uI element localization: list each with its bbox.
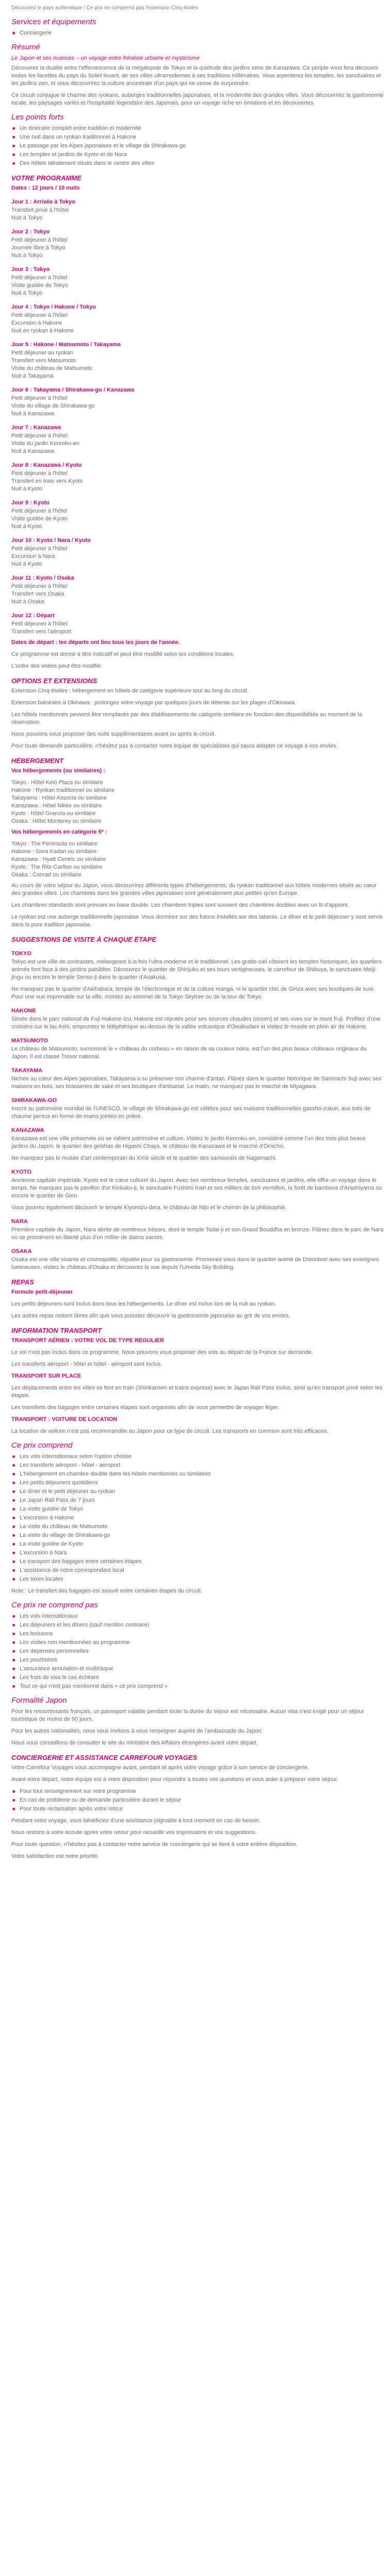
transport-paragraph: Le vol n'est pas inclus dans ce programme. Nous pouvons vous proposer des vols au départ de la France sur demande. (11, 1349, 313, 1355)
day-line: Petit déjeuner au ryokan (11, 350, 73, 356)
day-line: Journée libre à Tokyo (11, 245, 66, 251)
day-line: Nuit en ryokan à Hakone (11, 328, 74, 334)
intro-note: Découvrez le pays authentique ! Ce prix ne comprend pas l'extension Cinq étoiles (11, 5, 199, 11)
day-line: Petit déjeuner à l'hôtel (11, 237, 68, 243)
hotel-line: Kyoto : Hôtel Granvia ou similaire (11, 810, 96, 817)
day-block (11, 574, 384, 606)
day-title: Jour 6 : Takayama / Shirakawa-go / Kanazawa (11, 387, 135, 393)
prix-item: ■ Les vols internationaux selon l'option choisie (11, 1453, 384, 1461)
visit-paragraph: Tokyo est une ville de contrastes, mélangeant à la fois l'ultra-moderne et le traditionnel. Les gratte-ciel côtoient les temples historiques, les quartiers animés font face à des jardins paisibles. Découvrez le quartier de Shinjuku et ses tours vertigineuses, le carrefour de Shibuya, le sanctuaire Meiji-jingu ou encore le temple Senso-ji dans le quartier d'Asakusa. (11, 959, 382, 980)
visit-paragraph: Nichée au cœur des Alpes japonaises, Takayama a su préserver son charme d'antan. Flânez dans le quartier historique de Sanmachi Suji avec ses maisons en bois, ses brasseries de saké et ses boutiques d'artisanat. Le matin, ne manquez pas le marché de Miyagawa. (11, 1076, 382, 1090)
visit-title: NARA (11, 1218, 28, 1225)
prix-item: ■ La visite du village de Shirakawa-go (11, 1532, 384, 1539)
visit-paragraph: Ancienne capitale impériale, Kyoto est le cœur culturel du Japon. Avec ses nombreux temples, sanctuaires et jardins, elle offre un voyage dans le temps. Ne manquez pas le pavillon d'or Kinkaku-ji, le sanctuaire Fushimi Inari et ses milliers de torii vermillon, la forêt de bambous d'Arashiyama ou encore le quartier de Gion. (11, 1177, 382, 1199)
visit-paragraph: Ne manquez pas le quartier d'Akihabara, temple de l'électronique et de la culture manga, ni le quartier chic de Ginza avec ses boutiques de luxe. Pour une vue imprenable sur la ville, montez au sommet de la Tokyo Skytree ou de la tour de Tokyo. (11, 986, 375, 1000)
visit-section (11, 950, 384, 1001)
points-forts-item: ■ Un itinéraire complet entre tradition et modernité (11, 125, 384, 132)
visit-section (11, 1037, 384, 1061)
day-title: Jour 12 : Départ (11, 613, 55, 619)
resume-paragraph: Découvrez la dualité entre l'effervescence de la mégalopole de Tokyo et la quiétude des jardins zens de Kanazawa. Ce périple vous fera découvrir toutes les facettes du pays du Soleil levant, de ses villes ultramodernes à ses traditions millénaires. Vous arpenterez les temples, les sanctuaires et les jardins zen, et vous découvrirez la culture ancestrale d'un pays qui ne cesse de surprendre. (11, 65, 381, 87)
day-line: Petit déjeuner à l'hôtel (11, 508, 68, 514)
options-paragraph: Les hôtels mentionnés peuvent être remplacés par des établissements de catégorie similaire en fonction des disponibilités au moment de la réservation. (11, 711, 362, 725)
day-line: Transfert privé à l'hôtel (11, 207, 69, 213)
day-line: Nuit à Takayama (11, 373, 54, 379)
visit-paragraph: Située dans le parc national de Fuji-Hakone-Izu, Hakone est réputée pour ses sources chaudes (onsen) et ses vues sur le mont Fuji. Profitez d'une croisière sur le lac Ashi, empruntez le téléphérique au-dessus de la vallée volcanique d'Owakudani et visitez le musée en plein air de Hakone. (11, 1016, 381, 1030)
options-paragraph: Nous pouvons vous proposer des nuits supplémentaires avant ou après le circuit. (11, 731, 216, 737)
day-line: Excursion à Hakone (11, 320, 62, 326)
hotel-line: Takayama : Hôtel Associa ou similaire (11, 795, 107, 801)
day-line: Nuit à Tokyo (11, 252, 43, 259)
day-line: Nuit à Tokyo (11, 290, 43, 296)
prix-note: Note : Le transfert des bagages est assuré entre certaines étapes du circuit. (11, 1588, 202, 1594)
day-line: Visite du jardin Kenroku-en (11, 440, 79, 447)
visit-title: OSAKA (11, 1248, 32, 1255)
options-paragraph: Extension balnéaire à Okinawa : prolongez votre voyage par quelques jours de détente sur les plages d'Okinawa. (11, 700, 296, 706)
day-line: Nuit à Kanazawa (11, 411, 55, 417)
day-title: Jour 11 : Kyoto / Osaka (11, 575, 74, 581)
prix-item: ■ L'hébergement en chambre double dans les hôtels mentionnés ou similaires (11, 1470, 384, 1478)
day-block (11, 462, 384, 493)
day-line: Nuit à Kyoto (11, 523, 42, 530)
transport-rental-title: TRANSPORT : VOITURE DE LOCATION (11, 1416, 118, 1422)
day-line: Visite guidée de Tokyo (11, 282, 68, 289)
points-forts-heading: Les points forts (11, 113, 64, 122)
services-heading: Services et équipements (11, 18, 96, 26)
prix-item: ■ La visite guidée de Kyoto (11, 1540, 384, 1548)
options-paragraph: Extension Cinq étoiles : hébergement en hôtels de catégorie supérieure tout au long du circuit. (11, 688, 249, 694)
day-line: Transfert vers Osaka (11, 591, 64, 597)
visit-paragraph: Ne manquez pas le musée d'art contemporain du XXIe siècle et le quartier des samouraïs de Nagamachi. (11, 1155, 277, 1161)
day-line: Petit déjeuner à l'hôtel (11, 395, 68, 401)
hebergement-heading: HÉBERGEMENT (11, 757, 64, 765)
hebergement-premium-list (11, 840, 384, 879)
conciergerie-paragraph: Nous restons à votre écoute après votre retour pour recueillir vos impressions et vos suggestions. (11, 1829, 257, 1836)
visit-title: KYOTO (11, 1169, 31, 1175)
hotel-line: Osaka : Conrad ou similaire (11, 872, 82, 878)
conciergerie-paragraph: Votre satisfaction est notre priorité. (11, 1853, 99, 1859)
transport-local-paragraph: Les transferts des bagages entre certaines étapes sont organisés afin de vous permettre de voyager léger. (11, 1404, 280, 1411)
visit-section (11, 1218, 384, 1242)
prix-item: ■ Le Japan Rail Pass de 7 jours (11, 1497, 384, 1504)
resume-heading: Résumé (11, 43, 40, 52)
day-line: Nuit à Kyoto (11, 561, 42, 567)
non-compris-heading: Ce prix ne comprend pas (11, 1601, 98, 1609)
hotel-line: Osaka : Hôtel Monterey ou similaire (11, 818, 102, 824)
non-compris-list (11, 1613, 384, 1690)
day-block (11, 499, 384, 531)
hebergement-list (11, 779, 384, 825)
day-line: Nuit à Kyoto (11, 486, 42, 492)
visit-title: MATSUMOTO (11, 1038, 48, 1044)
day-line: Visite guidée de Kyoto (11, 516, 68, 522)
transport-heading: INFORMATION TRANSPORT (11, 1327, 102, 1334)
visit-title: KANAZAWA (11, 1127, 44, 1133)
prix-heading: Ce prix comprend (11, 1441, 73, 1450)
visit-paragraph: Inscrit au patrimoine mondial de l'UNESCO, le village de Shirakawa-go est célèbre pour ses maisons traditionnelles gassho-zukuri, aux toits de chaume pentus en forme de mains jointes en prière. (11, 1106, 371, 1120)
visit-paragraph: Le château de Matsumoto, surnommé le « château du corbeau » en raison de sa couleur noire, est l'un des plus beaux châteaux originaux du Japon. Il est classé Trésor national. (11, 1046, 367, 1060)
day-line: Petit déjeuner à l'hôtel (11, 546, 68, 552)
day-line: Petit déjeuner à l'hôtel (11, 275, 68, 281)
day-title: Jour 10 : Kyoto / Nara / Kyoto (11, 537, 91, 544)
day-line: Transfert en train vers Kyoto (11, 478, 83, 484)
formalites-heading: Formalité Japon (11, 1696, 67, 1705)
prix-item: ■ Le transport des bagages entre certaines étapes (11, 1558, 384, 1566)
prix-item: ■ Le dîner et le petit déjeuner au ryokan (11, 1488, 384, 1496)
options-paragraph: Pour toute demande particulière, n'hésitez pas à contacter notre équipe de spécialistes qui saura adapter ce voyage à vos envies. (11, 743, 338, 749)
day-title: Jour 4 : Tokyo / Hakone / Tokyo (11, 304, 96, 310)
transport-local-paragraph: Les déplacements entre les villes se font en train (Shinkansen et trains express) avec le Japan Rail Pass inclus, ainsi qu'en transport privé selon les étapes. (11, 1385, 383, 1399)
day-line: Transfert vers Matsumoto (11, 358, 76, 364)
hebergement-intro: Vos hébergements (ou similaires) : (11, 768, 105, 774)
prix-item: ■ Les transferts aéroport - hôtel - aéroport (11, 1462, 384, 1469)
prix-list (11, 1453, 384, 1583)
transport-rental-paragraph: La location de voiture n'est pas recommandée au Japon pour ce type de circuit. Les transports en commun sont très efficaces. (11, 1428, 329, 1434)
visit-section (11, 1067, 384, 1091)
visit-section (11, 1168, 384, 1212)
visit-paragraph: Kanazawa est une ville préservée où se mêlent patrimoine et culture. Visitez le jardin Kenroku-en, considéré comme l'un des trois plus beaux jardins du Japon, le quartier des geishas de Higashi Chaya, le château de Kanazawa et le marché d'Omicho. (11, 1136, 366, 1149)
ryokan-paragraph: Le ryokan est une auberge traditionnelle japonaise. Vous dormirez sur des futons installés sur des tatamis. Le dîner et le petit déjeuner y sont servis dans la pure tradition japonaise. (11, 914, 383, 928)
day-title: Jour 1 : Arrivée à Tokyo (11, 199, 76, 205)
day-line: Nuit à Kanazawa (11, 448, 55, 454)
prix-item: ■ L'excursion à Hakone (11, 1514, 384, 1522)
visit-title: SHIRAKAWA-GO (11, 1097, 57, 1104)
hebergement-paragraph: Les chambres standards sont prévues en base double. Les chambres triples sont souvent des chambres doubles avec un lit d'appoint. (11, 902, 349, 908)
programme-note: Ce programme est donné à titre indicatif et peut être modifié selon les conditions locales. (11, 651, 235, 657)
day-block (11, 341, 384, 380)
conciergerie-paragraph: Pendant votre voyage, vous bénéficiez d'une assistance joignable à tout moment en cas de besoin. (11, 1818, 261, 1824)
day-line: Petit déjeuner à l'hôtel (11, 621, 68, 627)
day-block (11, 424, 384, 455)
visites-heading: SUGGESTIONS DE VISITE À CHAQUE ÉTAPE (11, 936, 156, 943)
non-compris-item: ■ Les déjeuners et les dîners (sauf mention contraire) (11, 1621, 384, 1629)
programme-heading: VOTRE PROGRAMME (11, 174, 82, 182)
conciergerie-paragraph: Votre Carrefour Voyages vous accompagne avant, pendant et après votre voyage grâce à son service de conciergerie. (11, 1765, 309, 1771)
programme-dates: Dates : 12 jours / 10 nuits (11, 185, 80, 191)
day-line: Transfert vers l'aéroport (11, 629, 72, 635)
visit-paragraph: Osaka est une ville vivante et cosmopolite, réputée pour sa gastronomie. Promenez-vous dans le quartier animé de Dotonbori avec ses enseignes lumineuses, visitez le château d'Osaka et découvrez la vue depuis l'Umeda Sky Building. (11, 1257, 379, 1270)
formalites-paragraph: Pour les autres nationalités, nous vous invitons à vous renseigner auprès de l'ambassade du Japon. (11, 1728, 263, 1734)
day-block (11, 198, 384, 222)
non-compris-item: ■ Les vols internationaux (11, 1613, 384, 1620)
day-line: Visite du village de Shirakawa-go (11, 403, 95, 409)
day-title: Jour 8 : Kanazawa / Kyoto (11, 462, 82, 468)
repas-paragraph: Les petits déjeuners sont inclus dans tous les hébergements. Le dîner est inclus lors de la nuit au ryokan. (11, 1301, 276, 1307)
repas-paragraph: Les autres repas restent libres afin que vous puissiez découvrir la gastronomie japonaise au gré de vos envies. (11, 1313, 290, 1319)
day-block (11, 386, 384, 418)
hotel-line: Hakone : Gora Kadan ou similaire (11, 849, 97, 855)
repas-subtitle: Formule petit-déjeuner (11, 1289, 73, 1295)
day-title: Jour 7 : Kanazawa (11, 425, 61, 431)
day-line: Visite du château de Matsumoto (11, 365, 92, 371)
prix-item: ■ La visite du château de Matsumoto (11, 1523, 384, 1531)
visit-section (11, 1248, 384, 1272)
services-item: ■ Conciergerie (11, 29, 384, 37)
programme-note: L'ordre des visites peut être modifié. (11, 663, 103, 669)
day-line: Nuit à Osaka (11, 599, 44, 605)
prix-item: ■ Les petits déjeuners quotidiens (11, 1479, 384, 1487)
day-line: Nuit à Tokyo (11, 215, 43, 221)
non-compris-item: ■ Tout ce qui n'est pas mentionné dans « ce prix comprend » (11, 1683, 384, 1690)
day-block (11, 612, 384, 636)
resume-subtitle: Le Japon et ses nuances – un voyage entre frénésie urbaine et mysticisme (11, 55, 200, 61)
points-forts-item: ■ Une nuit dans un ryokan traditionnel à Hakone (11, 133, 384, 141)
non-compris-item: ■ Les frais de visa le cas échéant (11, 1674, 384, 1682)
points-forts-list (11, 125, 384, 167)
day-title: Jour 3 : Tokyo (11, 266, 50, 273)
options-heading: OPTIONS ET EXTENSIONS (11, 677, 97, 685)
non-compris-item: ■ L'assurance annulation et multirisque (11, 1665, 384, 1673)
day-line: Excursion à Nara (11, 553, 55, 560)
visit-title: HAKONE (11, 1008, 36, 1014)
hotel-line: Tokyo : Hôtel Keio Plaza ou similaire (11, 779, 103, 786)
points-forts-item: ■ Le passage par les Alpes japonaises et le village de Shirakawa-go (11, 142, 384, 150)
prix-item: ■ Les taxes locales (11, 1575, 384, 1583)
visit-paragraph: Vous pourrez également découvrir le temple Kiyomizu-dera, le château de Nijo et le chemin de la philosophie. (11, 1205, 287, 1211)
day-line: Petit déjeuner à l'hôtel (11, 470, 68, 477)
day-block (11, 266, 384, 297)
visit-section (11, 1097, 384, 1121)
prix-item: ■ L'excursion à Nara (11, 1549, 384, 1557)
day-block (11, 303, 384, 335)
transport-paragraph: Les transferts aéroport - hôtel et hôtel - aéroport sont inclus. (11, 1361, 162, 1367)
day-block (11, 537, 384, 568)
services-list (11, 29, 384, 37)
non-compris-item: ■ Les visites non mentionnées au programme (11, 1639, 384, 1647)
visit-title: TAKAYAMA (11, 1067, 43, 1074)
formalites-paragraph: Nous vous conseillons de consulter le site du ministère des Affaires étrangères avant votre départ. (11, 1740, 258, 1746)
visit-title: TOKYO (11, 951, 31, 957)
hotel-line: Kyoto : The Ritz-Carlton ou similaire (11, 864, 102, 870)
points-forts-item: ■ Les temples et jardins de Kyoto et de Nara (11, 151, 384, 159)
transport-local-title: TRANSPORT SUR PLACE (11, 1373, 82, 1379)
transport-subtitle: TRANSPORT AÉRIEN : VOTRE VOL DE TYPE REGULIER (11, 1337, 164, 1344)
hotel-line: Tokyo : The Peninsula ou similaire (11, 841, 97, 847)
visit-section (11, 1127, 384, 1162)
day-title: Jour 5 : Hakone / Matsumoto / Takayama (11, 342, 121, 348)
conciergerie-list (11, 1788, 384, 1813)
non-compris-item: ■ Les pourboires (11, 1656, 384, 1664)
non-compris-item: ■ Les boissons (11, 1630, 384, 1638)
formalites-paragraph: Pour les ressortissants français, un passeport valable pendant toute la durée du séjour est nécessaire. Aucun visa n'est exigé pour un séjour touristique de moins de 90 jours. (11, 1708, 364, 1722)
day-block (11, 228, 384, 260)
conciergerie-item: ■ Pour toute réclamation après votre retour (11, 1805, 384, 1813)
day-title: Jour 9 : Kyoto (11, 500, 50, 506)
visit-paragraph: Première capitale du Japon, Nara abrite de nombreux trésors, dont le temple Todai-ji et son Grand Bouddha en bronze. Flânez dans le parc de Nara où se promènent en liberté plus d'un millier de daims sacrés. (11, 1227, 384, 1241)
day-title: Jour 2 : Tokyo (11, 229, 50, 235)
conciergerie-item: ■ Pour tout renseignement sur votre programme (11, 1788, 384, 1795)
hebergement-premium-intro: Vos hébergements en catégorie 5* : (11, 829, 107, 835)
hotel-line: Kanazawa : Hôtel Nikko ou similaire (11, 803, 102, 809)
prix-item: ■ La visite guidée de Tokyo (11, 1505, 384, 1513)
conciergerie-paragraph: Avant votre départ, notre équipe est à votre disposition pour répondre à toutes vos questions et vous aider à préparer votre séjour. (11, 1776, 338, 1783)
repas-heading: REPAS (11, 1278, 34, 1286)
hotel-line: Hakone : Ryokan traditionnel ou similaire (11, 787, 115, 793)
day-line: Petit déjeuner à l'hôtel (11, 583, 68, 589)
programme-dates-note: Dates de départ : les départs ont lieu tous les jours de l'année. (11, 639, 180, 646)
day-line: Petit déjeuner à l'hôtel (11, 312, 68, 318)
conciergerie-heading: CONCIERGERIE ET ASSISTANCE CARREFOUR VOYAGES (11, 1754, 198, 1761)
prix-item: ■ L'assistance de notre correspondant local (11, 1567, 384, 1574)
conciergerie-item: ■ En cas de problème ou de demande particulière durant le séjour (11, 1797, 384, 1804)
non-compris-item: ■ Les dépenses personnelles (11, 1648, 384, 1655)
day-line: Petit déjeuner à l'hôtel (11, 433, 68, 439)
points-forts-item: ■ Des hôtels idéalement situés dans le centre des villes (11, 160, 384, 167)
hotel-line: Kanazawa : Hyatt Centric ou similaire (11, 856, 106, 862)
visit-section (11, 1007, 384, 1031)
conciergerie-paragraph: Pour toute question, n'hésitez pas à contacter notre service de conciergerie qui se tient à votre entière disposition. (11, 1841, 298, 1848)
resume-paragraph: Ce circuit conjugue le charme des ryokans, auberges traditionnelles japonaises, et la modernité des grandes villes. Vous découvrirez la gastronomie locale, les paysages variés et l'hospitalité légendaire des Japonais, pour un voyage riche en émotions et en découvertes. (11, 92, 384, 106)
hebergement-paragraph: Au cours de votre séjour au Japon, vous découvrirez différents types d'hébergements, du ryokan traditionnel aux hôtels modernes situés au cœur des grandes villes. Les chambres dans les grandes villes japonaises sont généralement plus petites qu'en Europe. (11, 883, 377, 896)
